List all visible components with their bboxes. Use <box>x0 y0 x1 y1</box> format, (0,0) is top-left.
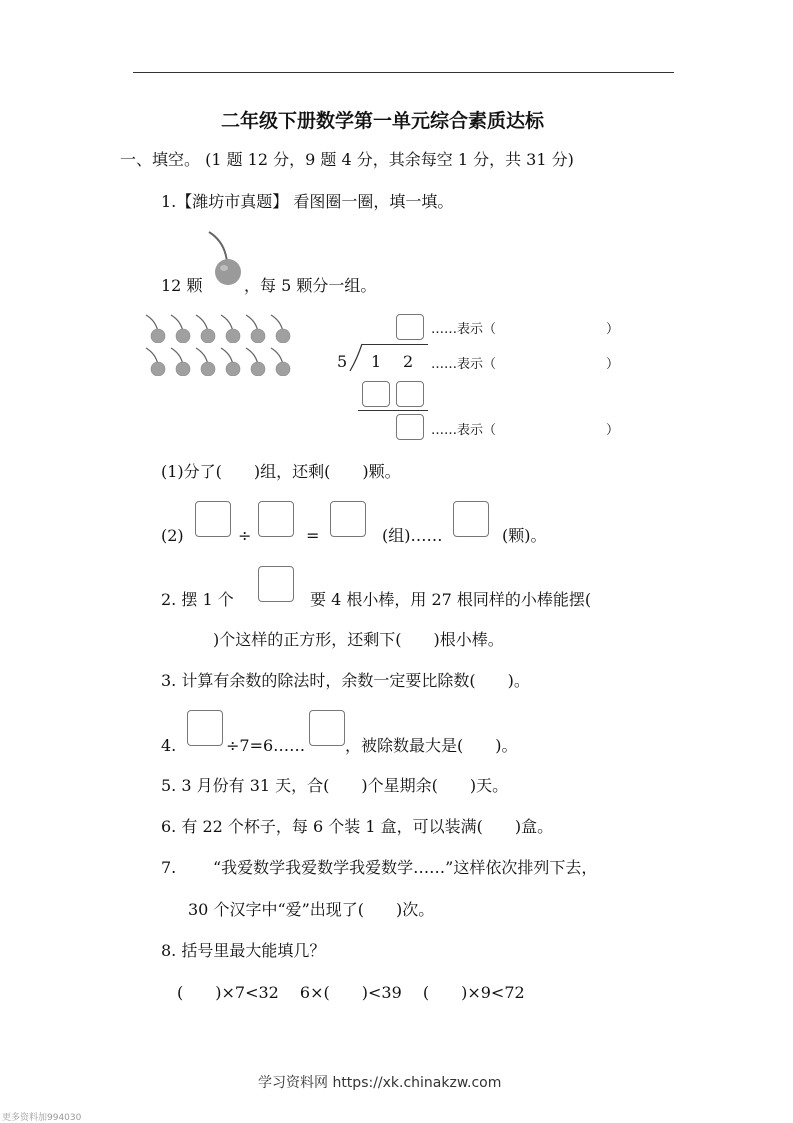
cherry-icon <box>203 228 247 288</box>
division-bar <box>362 344 428 345</box>
q8-heading: 8. 括号里最大能填几？ <box>161 941 326 960</box>
section-heading: 一、填空。 (1 题 12 分，9 题 4 分，其余每空 1 分，共 31 分) <box>120 150 574 169</box>
cherry-icon <box>192 346 220 376</box>
q7-line2: 30 个汉字中“爱”出现了( )次。 <box>188 900 435 919</box>
cherry-icon <box>267 313 295 343</box>
answer-box[interactable] <box>396 381 424 407</box>
dividend-digit-2: 2 <box>403 352 414 371</box>
answer-box[interactable] <box>187 710 223 746</box>
cherry-icon <box>242 313 270 343</box>
answer-box[interactable] <box>396 314 424 340</box>
answer-box[interactable] <box>453 501 489 537</box>
answer-box[interactable] <box>258 501 294 537</box>
q2-line1-b: 要 4 根小棒，用 27 根同样的小棒能摆( <box>310 590 592 609</box>
q1-sub2-label: (2) <box>161 526 184 545</box>
answer-box[interactable] <box>330 501 366 537</box>
q1-sub2-unit1: (组)…… <box>382 526 443 545</box>
q1-sub2-div: ÷ <box>238 526 252 545</box>
q4-tail: ，被除数最大是( )。 <box>345 736 518 755</box>
page-title: 二年级下册数学第一单元综合素质达标 <box>221 110 545 132</box>
q1-sub2-eq: = <box>306 526 320 545</box>
q6-text: 6. 有 22 个杯子，每 6 个装 1 盒，可以装满( )盒。 <box>161 817 554 836</box>
close-paren-1: ） <box>606 322 620 337</box>
q7-label: 7. <box>161 858 177 877</box>
corner-watermark: 更多资料加994030 <box>2 1113 82 1123</box>
q1-sub2-unit2: (颗)。 <box>502 526 547 545</box>
cherry-icon <box>142 313 170 343</box>
subtraction-bar <box>358 410 428 411</box>
q1-count-label: 12 颗 <box>161 276 203 295</box>
q8-items: ( )×7<32 6×( )<39 ( )×9<72 <box>177 983 525 1002</box>
q1-heading: 1.【潍坊市真题】 看图圈一圈，填一填。 <box>161 192 454 211</box>
cherry-icon <box>192 313 220 343</box>
q5-text: 5. 3 月份有 31 天，合( )个星期余( )天。 <box>161 776 509 795</box>
represent-label-3: ……表示（ <box>431 423 497 438</box>
q4-label: 4. <box>161 736 177 755</box>
q4-mid: ÷7=6…… <box>226 736 306 755</box>
division-bracket <box>347 343 365 373</box>
cherry-icon <box>217 346 245 376</box>
answer-box[interactable] <box>195 501 231 537</box>
q1-sub1: (1)分了( )组，还剩( )颗。 <box>161 462 401 481</box>
cherry-icon <box>217 313 245 343</box>
cherry-icon <box>242 346 270 376</box>
footer-source: 学习资料网 https://xk.chinakzw.com <box>258 1075 502 1091</box>
represent-label-1: ……表示（ <box>431 322 497 337</box>
cherry-icon <box>167 313 195 343</box>
answer-box[interactable] <box>396 414 424 440</box>
cherry-icon <box>167 346 195 376</box>
q7-line1: “我爱数学我爱数学我爱数学……”这样依次排列下去， <box>213 858 598 877</box>
dividend-digit-1: 1 <box>371 352 382 371</box>
square-figure <box>258 566 294 602</box>
answer-box[interactable] <box>309 710 345 746</box>
q2-line2: )个这样的正方形，还剩下( )根小棒。 <box>213 630 504 649</box>
close-paren-3: ） <box>606 423 620 438</box>
q3-text: 3. 计算有余数的除法时，余数一定要比除数( )。 <box>161 671 530 690</box>
close-paren-2: ） <box>606 357 620 372</box>
top-rule <box>133 72 674 73</box>
q2-line1-a: 2. 摆 1 个 <box>161 590 234 609</box>
cherry-icon <box>267 346 295 376</box>
answer-box[interactable] <box>362 381 390 407</box>
represent-label-2: ……表示（ <box>431 357 497 372</box>
divisor: 5 <box>337 352 348 371</box>
cherry-icon <box>142 346 170 376</box>
q1-group-text: ，每 5 颗分一组。 <box>244 276 377 295</box>
